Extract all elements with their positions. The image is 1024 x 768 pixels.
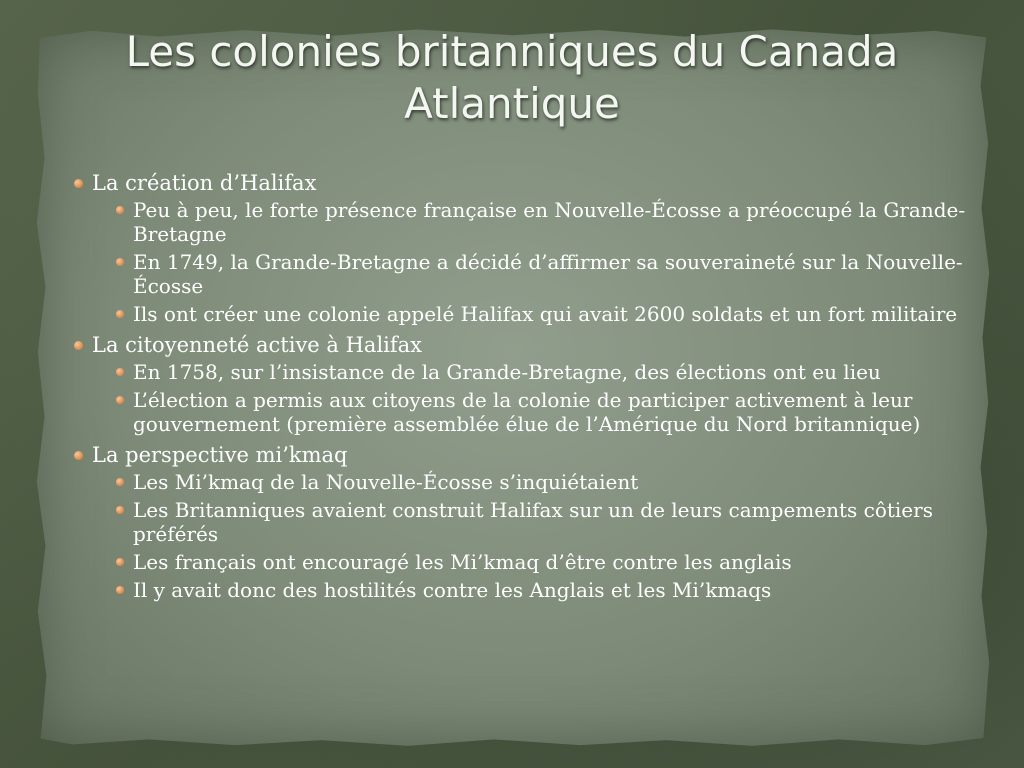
section-perspective-mikmaq: [70, 442, 970, 602]
list-item: [112, 198, 970, 246]
bullet-icon: [74, 179, 83, 188]
slide-content: [70, 170, 970, 608]
title-line-1: Les colonies britanniques du Canada: [125, 27, 899, 76]
bullet-icon: [116, 206, 124, 214]
bullet-icon: [116, 396, 124, 404]
bullet-icon: [74, 451, 83, 460]
title-line-2: Atlantique: [404, 79, 620, 128]
sub-bullet-list: [92, 198, 970, 326]
list-item-text: L’élection a permis aux citoyens de la colonie de participer activement à leur gouvernement (première assemblée élue de l’Amérique du Nord britannique): [133, 388, 921, 436]
section-heading: La citoyenneté active à Halifax: [92, 333, 423, 357]
bullet-icon: [116, 586, 124, 594]
list-item-text: Ils ont créer une colonie appelé Halifax qui avait 2600 soldats et un fort militaire: [133, 302, 958, 326]
list-item: [112, 578, 970, 602]
section-creation-halifax: [70, 170, 970, 326]
sub-bullet-list: [92, 360, 970, 436]
bullet-list: [70, 170, 970, 602]
sub-bullet-list: [92, 470, 970, 602]
list-item-text: Les français ont encouragé les Mi’kmaq d’être contre les anglais: [133, 550, 792, 574]
list-item: [112, 498, 970, 546]
list-item: [112, 470, 970, 494]
list-item: [112, 250, 970, 298]
section-heading: La perspective mi’kmaq: [92, 443, 348, 467]
section-heading: La création d’Halifax: [92, 171, 317, 195]
list-item-text: Les Mi’kmaq de la Nouvelle-Écosse s’inquiétaient: [133, 470, 639, 494]
bullet-icon: [116, 506, 124, 514]
bullet-icon: [116, 310, 124, 318]
list-item-text: En 1758, sur l’insistance de la Grande-Bretagne, des élections ont eu lieu: [133, 360, 881, 384]
list-item-text: Peu à peu, le forte présence française en Nouvelle-Écosse a préoccupé la Grande-Bretagne: [133, 198, 966, 246]
list-item: [112, 302, 970, 326]
slide-title: [40, 26, 984, 130]
list-item-text: Les Britanniques avaient construit Halifax sur un de leurs campements côtiers préférés: [133, 498, 933, 546]
list-item: [112, 360, 970, 384]
bullet-icon: [116, 258, 124, 266]
bullet-icon: [116, 558, 124, 566]
list-item: [112, 388, 970, 436]
list-item: [112, 550, 970, 574]
bullet-icon: [74, 341, 83, 350]
list-item-text: En 1749, la Grande-Bretagne a décidé d’affirmer sa souveraineté sur la Nouvelle-Écosse: [133, 250, 963, 298]
section-citoyennete-active: [70, 332, 970, 436]
bullet-icon: [116, 368, 124, 376]
list-item-text: Il y avait donc des hostilités contre les Anglais et les Mi’kmaqs: [133, 578, 772, 602]
bullet-icon: [116, 478, 124, 486]
